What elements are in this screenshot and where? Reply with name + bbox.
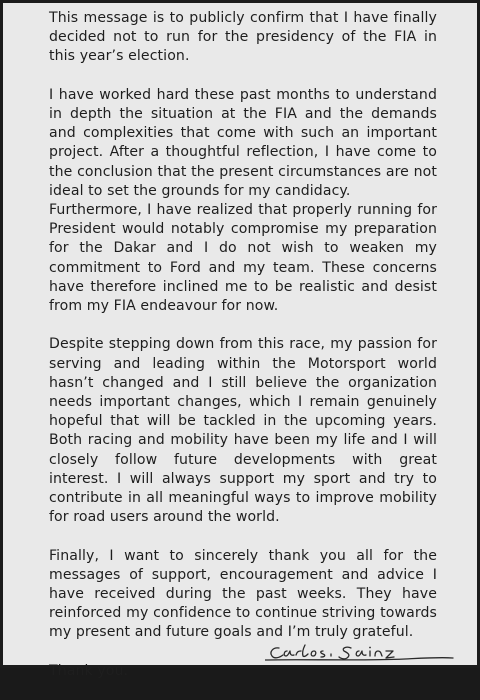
letter-body	[49, 9, 437, 700]
paragraph-closing: Thank you.	[49, 662, 129, 679]
paragraph-thanks: Finally, I want to sincerely thank you all for the messages of support, encouragement and advice I have received during the past weeks. They have reinforced my confidence to continue striving towards my present and future goals and I’m truly grateful.	[49, 547, 437, 641]
paragraph-motorsport-passion: Despite stepping down from this race, my passion for serving and leading within the Motorsport world hasn’t changed and I still believe the organization needs important changes, which I remain genuinely hopeful that will be tackled in the upcoming years. Both racing and mobility have been my life and I will closely follow future developments with great interest. I will always support my sport and try to contribute in all meaningful ways to improve mobility for road users around the world.	[49, 336, 437, 526]
paragraph-reflection: I have worked hard these past months to understand in depth the situation at the FIA and the demands and complexities that come with such an important project. After a thoughtful reflection, I have come to the conclusion that the present circumstances are not ideal to set the grounds for my candidacy.	[49, 86, 437, 199]
paragraph-announcement: This message is to publicly confirm that I have finally decided not to run for the presidency of the FIA in this year’s election.	[49, 10, 437, 65]
paragraph-dakar-commitment: Furthermore, I have realized that properly running for President would notably compromise my preparation for the Dakar and I do not wish to weaken my commitment to Ford and my team. These concerns have therefore inclined me to be realistic and desist from my FIA endeavour for now.	[49, 202, 437, 315]
letter-sheet	[3, 3, 477, 679]
handwritten-signature	[265, 639, 455, 665]
